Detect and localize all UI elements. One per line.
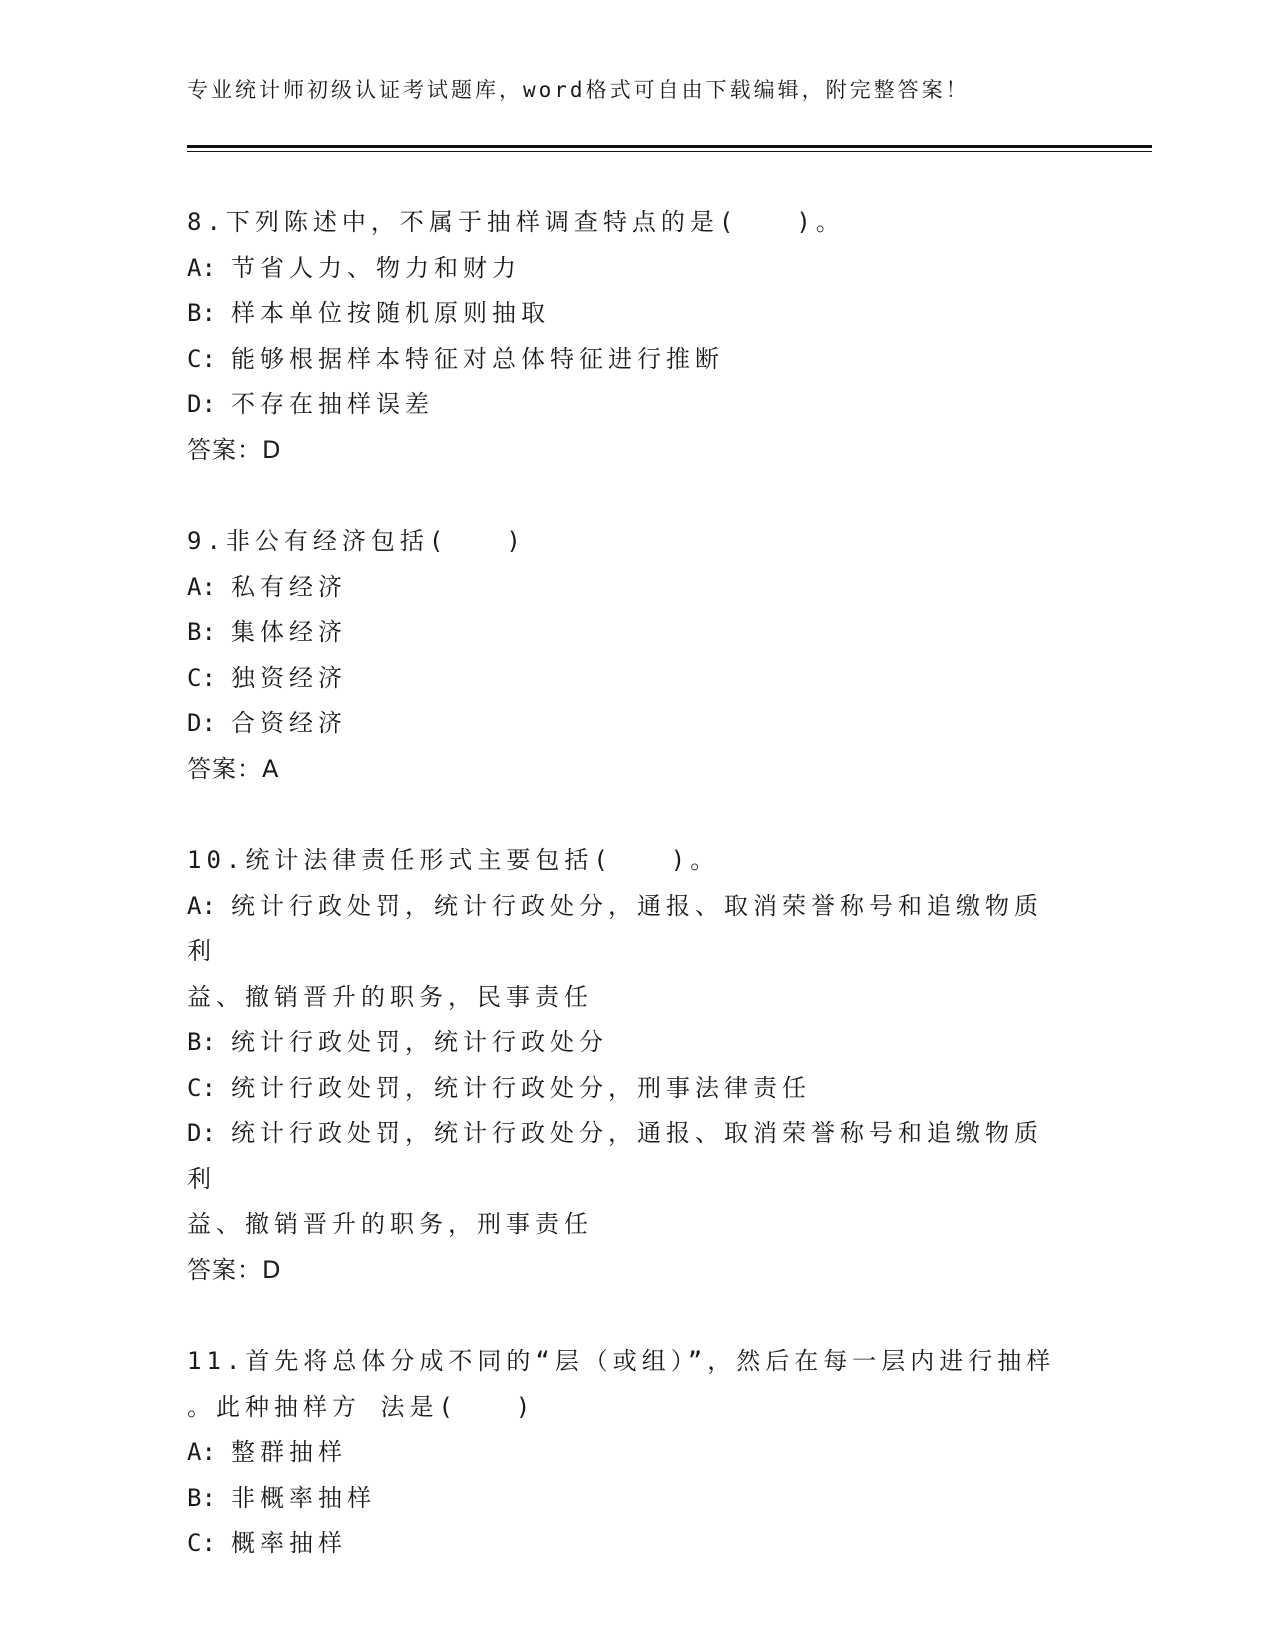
question-stem: 11.首先将总体分成不同的“层（或组）”，然后在每一层内进行抽样 [187, 1347, 1056, 1375]
question-stem: 8.下列陈述中，不属于抽样调查特点的是( )。 [187, 208, 845, 236]
option-a [187, 246, 1067, 292]
answer: 答案：D [187, 435, 282, 464]
option-key: B: [187, 1483, 216, 1512]
option-text: 整群抽样 [231, 1438, 347, 1466]
option-d [187, 1111, 1067, 1202]
option-b [187, 1476, 1067, 1522]
question-10 [187, 838, 1067, 1293]
option-key: A: [187, 891, 216, 920]
question-9 [187, 519, 1067, 792]
option-c [187, 1066, 1067, 1112]
answer: 答案：D [187, 1255, 282, 1284]
question-8 [187, 200, 1067, 473]
option-b [187, 610, 1067, 656]
option-text: 独资经济 [231, 663, 347, 692]
option-text: 非概率抽样 [231, 1483, 376, 1512]
option-a [187, 884, 1067, 975]
option-b [187, 291, 1067, 337]
option-text: 统计行政处罚，统计行政处分，通报、取消荣誉称号和追缴物质利 [187, 1119, 1043, 1193]
option-text: 概率抽样 [231, 1529, 347, 1557]
question-stem: 10.统计法律责任形式主要包括( )。 [187, 846, 720, 874]
option-text: 集体经济 [231, 618, 347, 646]
page-header: 专业统计师初级认证考试题库，word格式可自由下载编辑，附完整答案！ [187, 78, 970, 102]
option-text: 节省人力、物力和财力 [231, 253, 521, 282]
option-a [187, 565, 1067, 611]
option-d [187, 382, 1067, 428]
option-d [187, 701, 1067, 747]
option-c [187, 656, 1067, 702]
option-d-continued: 益、撤销晋升的职务，刑事责任 [187, 1210, 593, 1238]
option-text: 统计行政处罚，统计行政处分，刑事法律责任 [231, 1073, 811, 1102]
option-key: D: [187, 1119, 216, 1147]
question-11 [187, 1339, 1067, 1567]
option-text: 统计行政处罚，统计行政处分，通报、取消荣誉称号和追缴物质利 [187, 891, 1043, 965]
option-text: 统计行政处罚，统计行政处分 [231, 1028, 608, 1056]
question-stem-continued: 。此种抽样方 法是( ) [187, 1392, 536, 1421]
question-stem: 9.非公有经济包括( ) [187, 527, 526, 555]
option-c [187, 337, 1067, 383]
option-a-continued: 益、撤销晋升的职务，民事责任 [187, 982, 593, 1011]
option-a [187, 1430, 1067, 1476]
option-key: C: [187, 1529, 216, 1557]
option-key: A: [187, 1438, 216, 1466]
option-text: 能够根据样本特征对总体特征进行推断 [231, 344, 724, 373]
header-rule [187, 145, 1152, 148]
option-key: D: [187, 709, 216, 737]
option-text: 样本单位按随机原则抽取 [231, 299, 550, 327]
option-text: 私有经济 [231, 572, 347, 601]
option-c [187, 1521, 1067, 1567]
option-key: A: [187, 253, 216, 282]
question-list [187, 200, 1067, 1613]
option-key: A: [187, 572, 216, 601]
option-key: C: [187, 1073, 216, 1102]
option-key: B: [187, 299, 216, 327]
header-rule-thin [187, 151, 1152, 152]
option-key: C: [187, 663, 216, 692]
option-key: D: [187, 390, 216, 418]
option-key: B: [187, 618, 216, 646]
option-b [187, 1020, 1067, 1066]
option-text: 不存在抽样误差 [231, 390, 434, 418]
option-text: 合资经济 [231, 709, 347, 737]
option-key: B: [187, 1028, 216, 1056]
answer: 答案：A [187, 754, 280, 783]
option-key: C: [187, 344, 216, 373]
